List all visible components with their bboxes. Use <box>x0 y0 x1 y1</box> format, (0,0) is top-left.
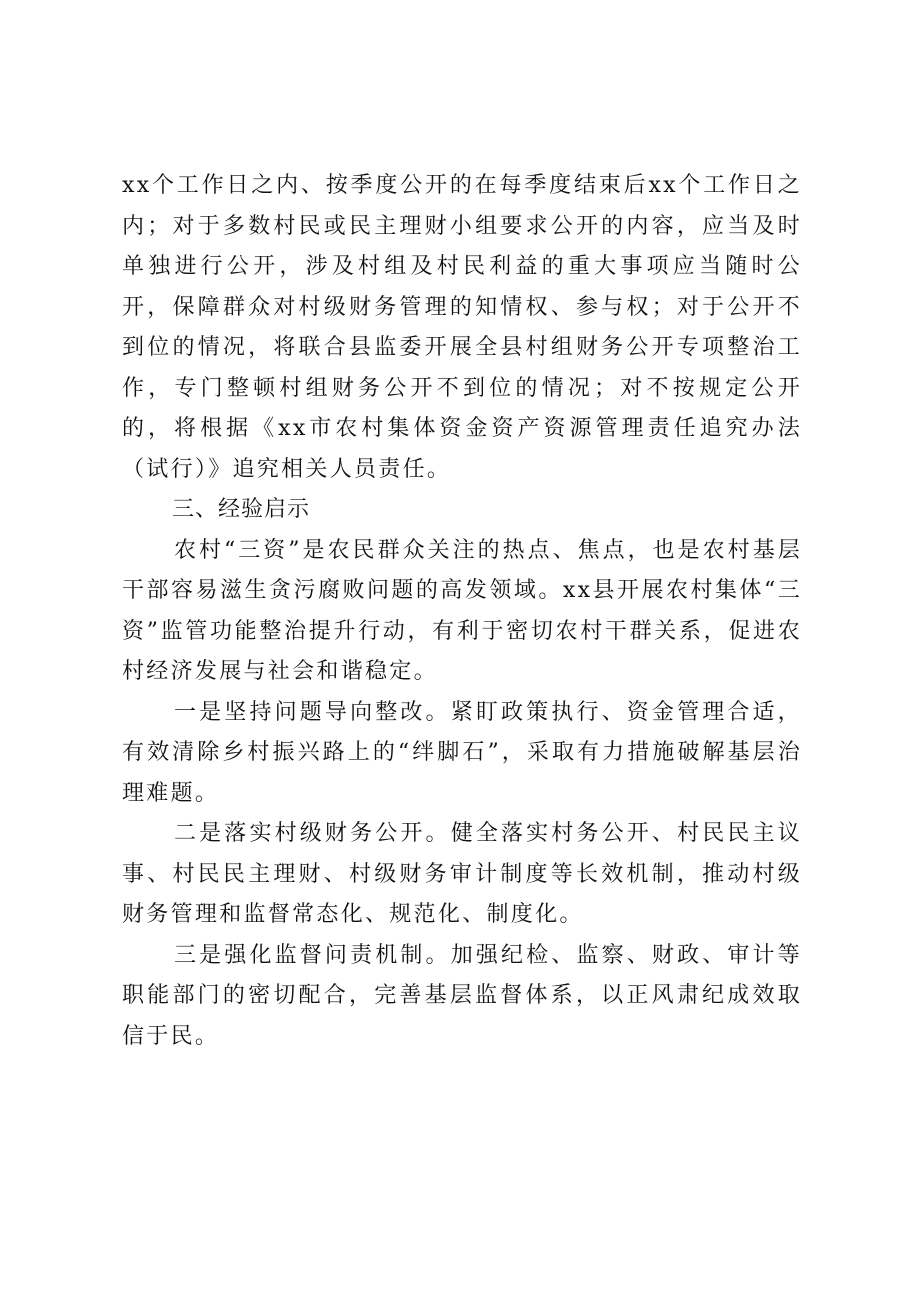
section-heading: 三、经验启示 <box>172 497 311 522</box>
paragraph-point-1: 一是坚持问题导向整改。紧盯政策执行、资金管理合适，有效清除乡村振兴路上的“绊脚石”，采取有力措施破解基层治理难题。 <box>122 699 802 806</box>
paragraph-point-3: 三是强化监督问责机制。加强纪检、监察、财政、审计等职能部门的密切配合，完善基层监督体系，以正风肃纪成效取信于民。 <box>122 942 802 1049</box>
paragraph-continued: xx个工作日之内、按季度公开的在每季度结束后xx个工作日之内；对于多数村民或民主理财小组要求公开的内容，应当及时单独进行公开，涉及村组及村民利益的重大事项应当随时公开，保障群众对村级财务管理的知情权、参与权；对于公开不到位的情况，将联合县监委开展全县村组财务公开专项整治工作，专门整顿村组财务公开不到位的情况；对不按规定公开的，将根据《xx市农村集体资金资产资源管理责任追究办法（试行）》追究相关人员责任。 <box>122 173 802 482</box>
document-body <box>122 166 802 1057</box>
paragraph-point-2: 二是落实村级财务公开。健全落实村务公开、村民民主议事、村民民主理财、村级财务审计制度等长效机制，推动村级财务管理和监督常态化、规范化、制度化。 <box>122 821 802 927</box>
paragraph-intro: 农村“三资”是农民群众关注的热点、焦点，也是农村基层干部容易滋生贪污腐败问题的高发领域。xx县开展农村集体“三资”监管功能整治提升行动，有利于密切农村干群关系，促进农村经济发展与社会和谐稳定。 <box>122 537 802 684</box>
